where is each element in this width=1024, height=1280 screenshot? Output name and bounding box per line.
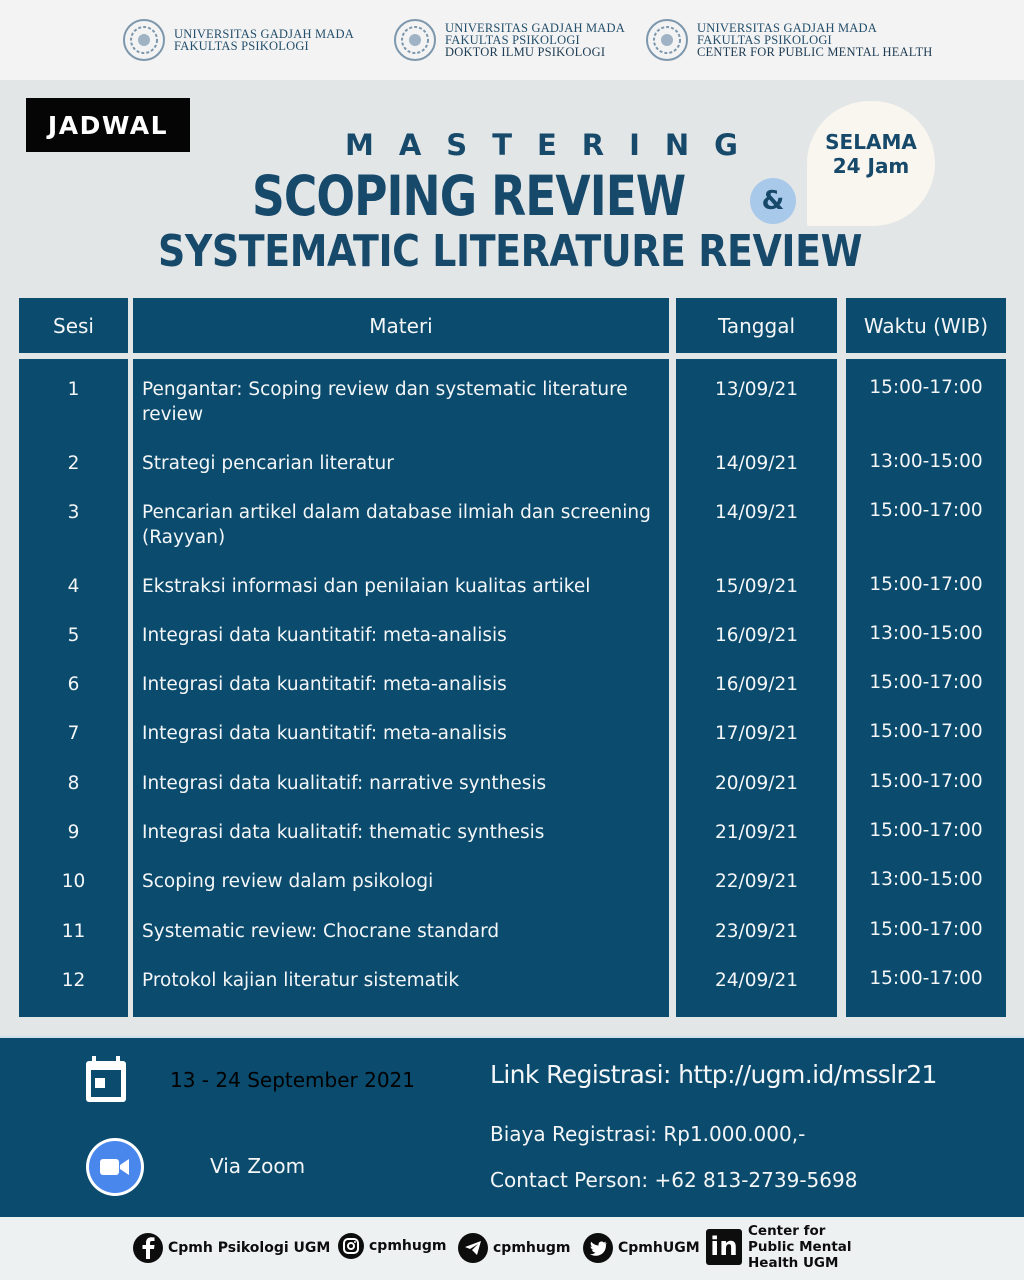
- cell-waktu: 13:00-15:00: [869, 451, 983, 472]
- telegram-handle: cpmhugm: [493, 1240, 571, 1256]
- cell-tanggal: 23/09/21: [714, 921, 799, 942]
- logo-line: FAKULTAS PSIKOLOGI: [445, 33, 580, 47]
- cell-tanggal: 16/09/21: [714, 674, 799, 695]
- cell-sesi: 4: [67, 576, 80, 597]
- cell-materi: Strategi pencarian literatur: [142, 453, 394, 474]
- cell-sesi: 2: [67, 453, 80, 474]
- ampersand-circle: &: [750, 178, 796, 224]
- duration-badge: [807, 101, 935, 226]
- cell-sesi: 5: [67, 625, 80, 646]
- jadwal-tag: JADWAL: [26, 98, 190, 152]
- cell-tanggal: 15/09/21: [714, 576, 799, 597]
- logo-strip: [0, 0, 1024, 80]
- cell-waktu: 13:00-15:00: [869, 869, 983, 890]
- logo-line: DOKTOR ILMU PSIKOLOGI: [445, 45, 606, 59]
- registration-fee: Biaya Registrasi: Rp1.000.000,-: [490, 1122, 806, 1146]
- cell-tanggal: 21/09/21: [714, 822, 799, 843]
- badge-line: 24 Jam: [832, 153, 910, 178]
- cell-sesi: 7: [67, 723, 80, 744]
- cell-waktu: 15:00-17:00: [869, 820, 983, 841]
- cell-tanggal: 14/09/21: [714, 453, 799, 474]
- social-linkedin[interactable]: [706, 1223, 852, 1271]
- cell-materi: Integrasi data kuantitatif: meta-analisis: [142, 723, 507, 744]
- ugm-emblem-icon: [393, 18, 437, 62]
- cell-materi: Pencarian artikel dalam database ilmiah dan screening (Rayyan): [142, 502, 651, 548]
- cell-sesi: 6: [67, 674, 80, 695]
- facebook-icon: [133, 1233, 163, 1263]
- cell-materi: Scoping review dalam psikologi: [142, 871, 434, 892]
- column-header-materi: Materi: [133, 298, 669, 353]
- column-header-waktu: Waktu (WIB): [846, 298, 1006, 353]
- twitter-handle: CpmhUGM: [618, 1240, 700, 1256]
- social-telegram[interactable]: [458, 1233, 570, 1263]
- cell-sesi: 8: [67, 773, 80, 794]
- cell-waktu: 15:00-17:00: [869, 721, 983, 742]
- cell-waktu: 15:00-17:00: [869, 574, 983, 595]
- logo-line: FAKULTAS PSIKOLOGI: [697, 33, 832, 47]
- linkedin-name: [748, 1223, 852, 1271]
- cell-sesi: 9: [67, 822, 80, 843]
- linkedin-line: Center for: [748, 1223, 826, 1239]
- event-platform: Via Zoom: [210, 1154, 306, 1178]
- cell-tanggal: 13/09/21: [714, 379, 799, 400]
- cell-tanggal: 17/09/21: [714, 723, 799, 744]
- cell-sesi: 1: [67, 379, 80, 400]
- cell-waktu: 15:00-17:00: [869, 968, 983, 989]
- logo-ugm-psikologi: [122, 18, 354, 62]
- column-header-tanggal: Tanggal: [676, 298, 837, 353]
- column-header-sesi: Sesi: [19, 298, 128, 353]
- cell-materi: Pengantar: Scoping review dan systematic literature review: [142, 379, 628, 425]
- cell-materi: Integrasi data kuantitatif: meta-analisis: [142, 625, 507, 646]
- instagram-handle: cpmhugm: [369, 1238, 447, 1254]
- kicker-mastering: MASTERING: [345, 128, 763, 162]
- linkedin-line: Health UGM: [748, 1255, 839, 1271]
- title-scoping-review: SCOPING REVIEW: [252, 164, 686, 228]
- event-dates: 13 - 24 September 2021: [170, 1068, 415, 1092]
- cell-waktu: 15:00-17:00: [869, 919, 983, 940]
- logo-line: CENTER FOR PUBLIC MENTAL HEALTH: [697, 45, 933, 59]
- cell-materi: Ekstraksi informasi dan penilaian kualitas artikel: [142, 576, 591, 597]
- twitter-icon: [583, 1233, 613, 1263]
- badge-line: SELAMA: [825, 129, 917, 154]
- instagram-icon: [338, 1233, 364, 1259]
- cell-tanggal: 16/09/21: [714, 625, 799, 646]
- social-instagram[interactable]: [338, 1233, 446, 1259]
- cell-materi: Protokol kajian literatur sistematik: [142, 970, 460, 991]
- linkedin-line: Public Mental: [748, 1239, 852, 1255]
- facebook-handle: Cpmh Psikologi UGM: [168, 1240, 331, 1256]
- cell-sesi: 3: [67, 502, 80, 523]
- social-twitter[interactable]: [583, 1233, 700, 1263]
- contact-person: Contact Person: +62 813-2739-5698: [490, 1168, 858, 1192]
- logo-line: FAKULTAS PSIKOLOGI: [174, 39, 309, 53]
- logo-ugm-doktor: [393, 18, 625, 62]
- cell-materi: Integrasi data kualitatif: thematic synthesis: [142, 822, 545, 843]
- logo-line: UNIVERSITAS GADJAH MADA: [697, 21, 877, 35]
- linkedin-icon: in: [706, 1229, 742, 1265]
- cell-tanggal: 22/09/21: [714, 871, 799, 892]
- zoom-icon: [86, 1138, 144, 1196]
- logo-line: UNIVERSITAS GADJAH MADA: [174, 27, 354, 41]
- cell-tanggal: 14/09/21: [714, 502, 799, 523]
- logo-line: UNIVERSITAS GADJAH MADA: [445, 21, 625, 35]
- cell-tanggal: 20/09/21: [714, 773, 799, 794]
- cell-sesi: 11: [61, 921, 86, 942]
- title-systematic-literature-review: SYSTEMATIC LITERATURE REVIEW: [158, 226, 862, 277]
- logo-ugm-cpmh: [645, 18, 933, 62]
- social-facebook[interactable]: [133, 1233, 330, 1263]
- cell-materi: Integrasi data kualitatif: narrative synthesis: [142, 773, 547, 794]
- telegram-icon: [458, 1233, 488, 1263]
- registration-link[interactable]: Link Registrasi: http://ugm.id/msslr21: [490, 1060, 937, 1089]
- ugm-emblem-icon: [122, 18, 166, 62]
- cell-waktu: 13:00-15:00: [869, 623, 983, 644]
- cell-waktu: 15:00-17:00: [869, 771, 983, 792]
- cell-tanggal: 24/09/21: [714, 970, 799, 991]
- cell-waktu: 15:00-17:00: [869, 377, 983, 398]
- cell-materi: Integrasi data kuantitatif: meta-analisis: [142, 674, 507, 695]
- cell-sesi: 10: [61, 871, 86, 892]
- ugm-emblem-icon: [645, 18, 689, 62]
- cell-waktu: 15:00-17:00: [869, 500, 983, 521]
- cell-waktu: 15:00-17:00: [869, 672, 983, 693]
- cell-materi: Systematic review: Chocrane standard: [142, 921, 500, 942]
- calendar-icon: [84, 1056, 128, 1104]
- cell-sesi: 12: [61, 970, 86, 991]
